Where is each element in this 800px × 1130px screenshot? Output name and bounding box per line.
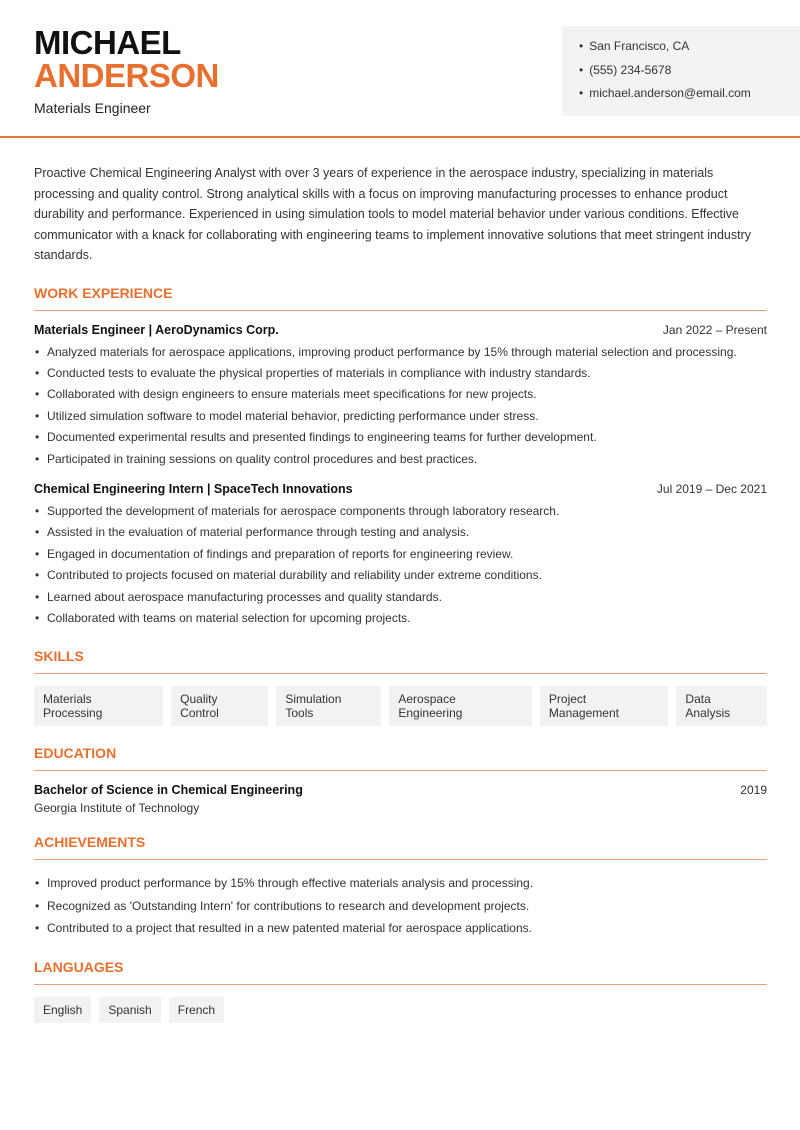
contact-box: [562, 26, 800, 116]
last-name: ANDERSON: [34, 57, 219, 94]
section-heading: LANGUAGES: [34, 959, 767, 985]
list-item: • Supported the development of materials for aerospace components through laboratory research.: [34, 501, 767, 522]
job-role: Materials Engineer | AeroDynamics Corp.: [34, 322, 279, 337]
language-tag: English: [34, 997, 91, 1023]
language-tag: French: [169, 997, 224, 1023]
job-role: Chemical Engineering Intern | SpaceTech Innovations: [34, 481, 353, 496]
list-item: • Engaged in documentation of findings and preparation of reports for engineering review.: [34, 544, 767, 565]
languages-section: [34, 959, 767, 1023]
skill-tag: Aerospace Engineering: [389, 686, 532, 726]
list-item: • Assisted in the evaluation of material performance through testing and analysis.: [34, 522, 767, 543]
resume-header: [0, 0, 800, 138]
school: Georgia Institute of Technology: [34, 801, 200, 816]
list-item: • Recognized as 'Outstanding Intern' for contributions to research and development projects.: [34, 895, 767, 918]
contact-email: • michael.anderson@email.com: [579, 86, 800, 110]
list-item: • Improved product performance by 15% through effective materials analysis and processing.: [34, 872, 767, 895]
job-dates: Jul 2019 – Dec 2021: [656, 481, 767, 496]
section-heading: ACHIEVEMENTS: [34, 834, 767, 860]
list-item: • Contributed to a project that resulted in a new patented material for aerospace applications.: [34, 917, 767, 940]
section-heading: EDUCATION: [34, 745, 767, 771]
list-item: • Collaborated with design engineers to ensure materials meet specifications for new projects.: [34, 384, 767, 405]
work-experience-section: [34, 285, 767, 630]
job-title: Materials Engineer: [34, 100, 151, 116]
skills-section: [34, 648, 767, 726]
section-heading: SKILLS: [34, 648, 767, 674]
skill-tag: Quality Control: [171, 686, 268, 726]
achievements-section: [34, 834, 767, 940]
job-dates: Jan 2022 – Present: [662, 322, 767, 337]
list-item: • Learned about aerospace manufacturing processes and quality standards.: [34, 587, 767, 608]
contact-phone: • (555) 234-5678: [579, 63, 800, 87]
list-item: • Conducted tests to evaluate the physical properties of materials in compliance with industry standards.: [34, 363, 767, 384]
summary: Proactive Chemical Engineering Analyst with over 3 years of experience in the aerospace industry, specializing in materials processing and quality control. Strong analytical skills with a focus on improving manufacturing processes to enhance product durability and performance. Experienced in using simulation tools to model material behavior under various conditions. Effective communicator with a knack for collaborating with engineering teams to implement innovative solutions that meet stringent industry standards.: [34, 166, 752, 262]
language-tag: Spanish: [99, 997, 160, 1023]
contact-location: • San Francisco, CA: [579, 39, 800, 63]
list-item: • Participated in training sessions on quality control procedures and best practices.: [34, 449, 767, 470]
education-section: [34, 745, 767, 815]
list-item: • Collaborated with teams on material selection for upcoming projects.: [34, 608, 767, 629]
skill-tag: Materials Processing: [34, 686, 163, 726]
list-item: • Analyzed materials for aerospace applications, improving product performance by 15% through material selection and processing.: [34, 342, 767, 363]
section-heading: WORK EXPERIENCE: [34, 285, 767, 311]
skill-tag: Simulation Tools: [276, 686, 381, 726]
list-item: • Documented experimental results and presented findings to engineering teams for further development.: [34, 427, 767, 448]
degree: Bachelor of Science in Chemical Engineering: [34, 783, 303, 798]
first-name: MICHAEL: [34, 24, 181, 61]
list-item: • Contributed to projects focused on material durability and reliability under extreme conditions.: [34, 565, 767, 586]
skill-tag: Data Analysis: [676, 686, 767, 726]
list-item: • Utilized simulation software to model material behavior, predicting performance under stress.: [34, 406, 767, 427]
graduation-year: 2019: [740, 783, 767, 798]
skill-tag: Project Management: [540, 686, 669, 726]
